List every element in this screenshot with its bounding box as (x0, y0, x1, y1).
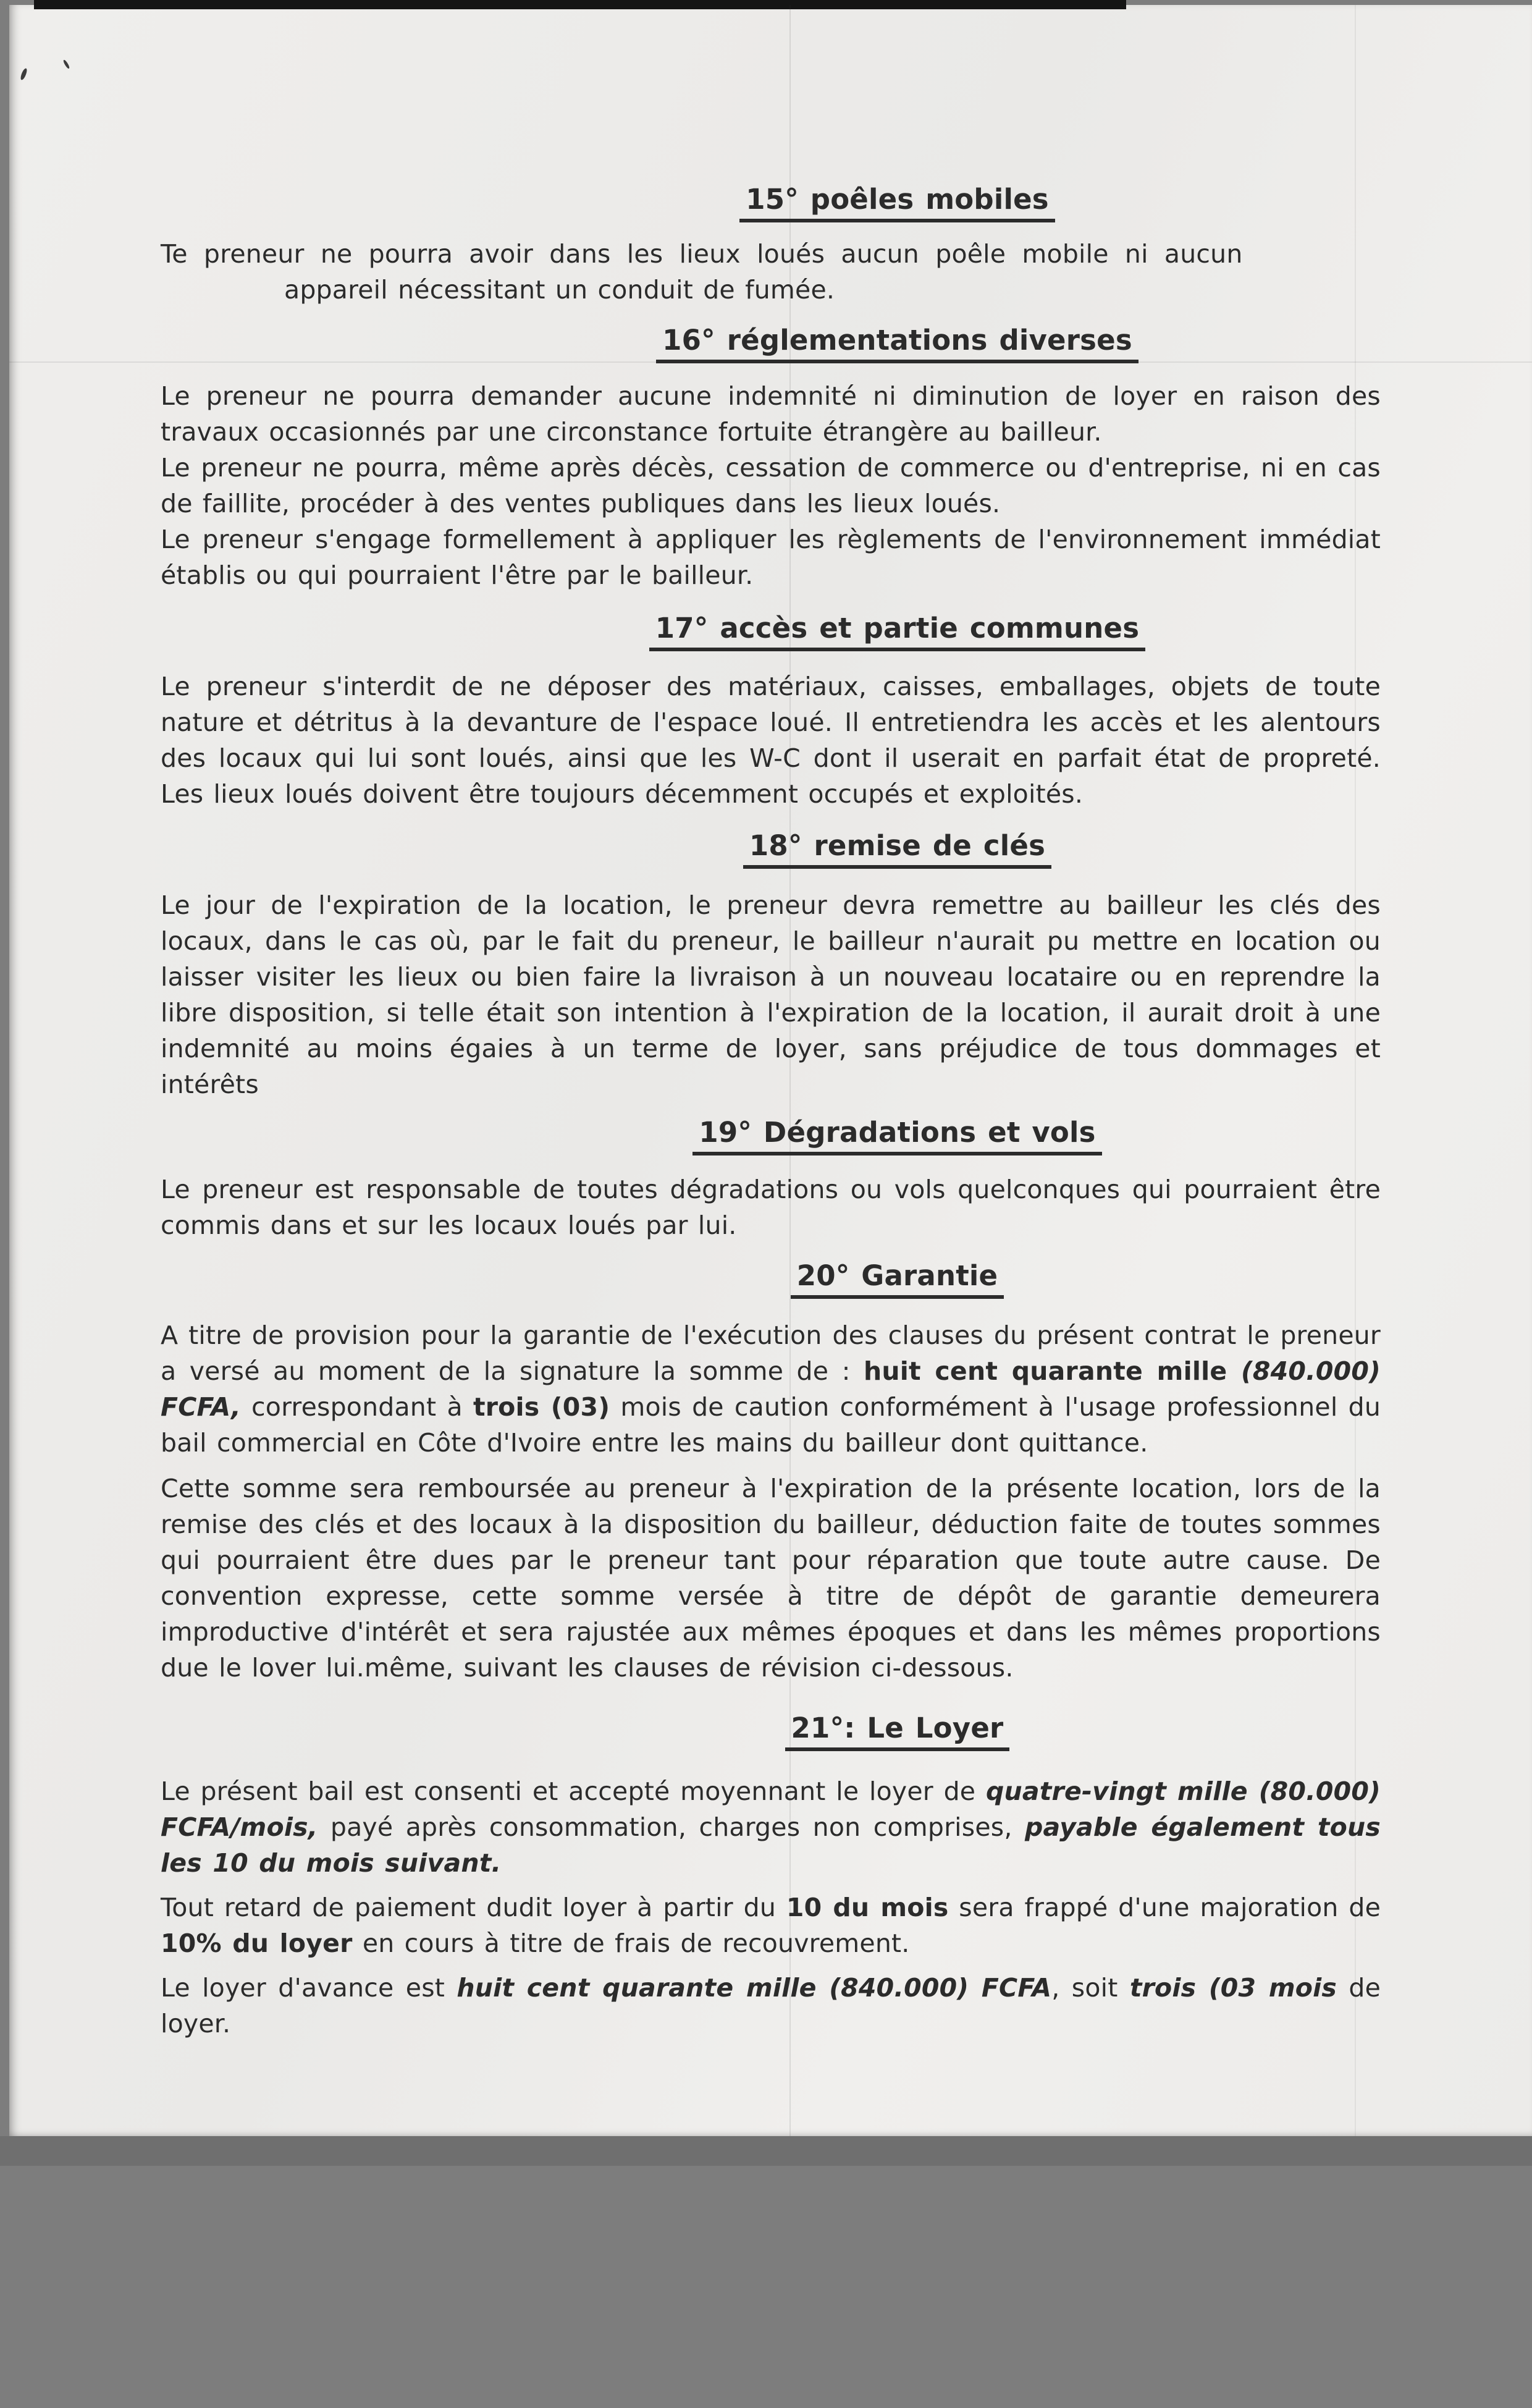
section-16-paragraph: Le preneur ne pourra, même après décès, cessation de commerce ou d'entreprise, ni en cas de faillite, procéder à des ventes publiques dans les lieux loués. (161, 453, 1381, 518)
section-20-paragraph: Cette somme sera remboursée au preneur à l'expiration de la présente location, lors de la remise des clés et des locaux à la disposition du bailleur, déduction faite de toutes sommes qui pourraient être dues par le preneur tant pour réparation que toute autre cause. De convention expresse, cette somme versée à titre de dépôt de garantie demeurera improductive d'intérêt et sera rajustée aux mêmes époques et dans les mêmes proportions due le lover lui.même, suivant les clauses de révision ci-dessous. (161, 1474, 1381, 1683)
section-15-heading (287, 184, 1507, 222)
section-16-heading (287, 325, 1507, 363)
section-15-paragraph-line: Te preneur ne pourra avoir dans les lieux loués aucun poêle mobile ni aucun (161, 239, 1243, 269)
ink-speck (63, 59, 70, 69)
section-21-heading (287, 1713, 1507, 1751)
document-paper (9, 5, 1532, 2136)
section-18-heading (287, 830, 1507, 869)
section-21-paragraph: Le loyer d'avance est huit cent quarante mille (840.000) FCFA, soit trois (03 mois de loyer. (161, 1973, 1381, 2038)
section-20-garantie (161, 1261, 1381, 1686)
paper-bottom-shadow (0, 2136, 1532, 2166)
section-15-heading-text: 15° poêles mobiles (739, 184, 1055, 222)
section-20-heading (287, 1261, 1507, 1299)
section-16-reglementations-diverses (161, 325, 1381, 593)
section-17-heading-text: 17° accès et partie communes (649, 613, 1145, 651)
section-21-paragraph: Tout retard de paiement dudit loyer à partir du 10 du mois sera frappé d'une majoration de 10% du loyer en cours à titre de frais de recouvrement. (161, 1893, 1381, 1958)
section-19-heading-text: 19° Dégradations et vols (692, 1117, 1101, 1155)
section-20-heading-text: 20° Garantie (791, 1261, 1004, 1299)
section-19-paragraph: Le preneur est responsable de toutes dégradations ou vols quelconques qui pourraient être commis dans et sur les locaux loués par lui. (161, 1175, 1381, 1240)
section-19-heading (287, 1117, 1507, 1155)
section-18-remise-de-cles (161, 830, 1381, 1102)
section-18-paragraph: Le jour de l'expiration de la location, le preneur devra remettre au bailleur les clés des locaux, dans le cas où, par le fait du preneur, le bailleur n'aurait pu mettre en location ou laisser visiter les lieux ou bien faire la livraison à un nouveau locataire ou en reprendre la libre disposition, si telle était son intention à l'expiration de la location, il aurait droit à une indemnité au moins égaies à un terme de loyer, sans préjudice de tous dommages et intérêts (161, 890, 1381, 1099)
section-17-heading (287, 613, 1507, 651)
section-18-heading-text: 18° remise de clés (743, 830, 1051, 869)
section-16-paragraph: Le preneur ne pourra demander aucune indemnité ni diminution de loyer en raison des travaux occasionnés par une circonstance fortuite étrangère au bailleur. (161, 381, 1381, 447)
section-21-paragraph: Le présent bail est consenti et accepté moyennant le loyer de quatre-vingt mille (80.000) FCFA/mois, payé après consommation, charges non comprises, payable également tous les 10 du mois suivant. (161, 1776, 1381, 1878)
section-19-degradations-et-vols (161, 1117, 1381, 1243)
section-16-heading-text: 16° réglementations diverses (656, 325, 1138, 363)
section-15-paragraph-line: appareil nécessitant un conduit de fumée. (284, 275, 835, 305)
section-20-paragraph: A titre de provision pour la garantie de l'exécution des clauses du présent contrat le preneur a versé au moment de la signature la somme de : huit cent quarante mille (840.000) FCFA, correspondant à trois (03) mois de caution conformément à l'usage professionnel du bail commercial en Côte d'Ivoire entre les mains du bailleur dont quittance. (161, 1320, 1381, 1458)
section-21-heading-text: 21°: Le Loyer (785, 1713, 1010, 1751)
section-16-paragraph: Le preneur s'engage formellement à appliquer les règlements de l'environnement immédiat établis ou qui pourraient l'être par le bailleur. (161, 525, 1381, 590)
section-17-acces-et-partie-communes (161, 613, 1381, 812)
section-21-le-loyer (161, 1713, 1381, 2042)
contract-text-block (161, 5, 1381, 2042)
ink-speck (20, 67, 28, 80)
section-17-paragraph: Le preneur s'interdit de ne déposer des matériaux, caisses, emballages, objets de toute nature et détritus à la devanture de l'espace loué. Il entretiendra les accès et les alentours des locaux qui lui sont loués, ainsi que les W-C dont il userait en parfait état de propreté. Les lieux loués doivent être toujours décemment occupés et exploités. (161, 672, 1381, 809)
section-15-poeles-mobiles (161, 184, 1381, 308)
